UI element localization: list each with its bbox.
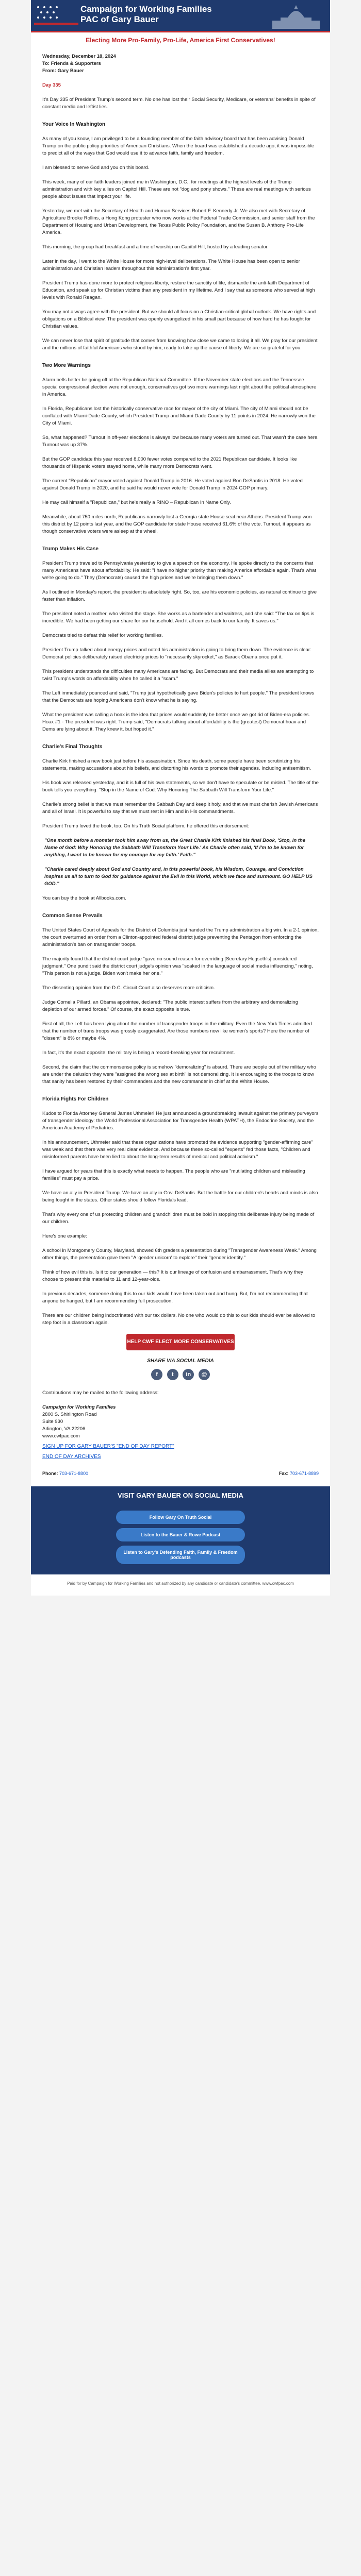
fax-block [279, 1470, 319, 1477]
section-paragraph: I am blessed to serve God and you on this board. [42, 165, 150, 171]
phone-number[interactable]: 703-671-8800 [59, 1471, 89, 1476]
section-paragraph: In Florida, Republicans lost the historically conservative race for mayor of the city of Miami. The city of Miami should not be conflated with Miami-Dade County, which President Trump and Miami-Dade County by 11 points in 2024. He narrowly won the City of Miami. [42, 406, 316, 426]
section-paragraph: Here's one example: [42, 1233, 87, 1239]
section-paragraph: Meanwhile, about 750 miles north, Republicans narrowly lost a Georgia state House seat near Athens. President Trump won this district by 12 points last year, and the GOP candidate for state House received 61.6% of the vote. Turnout, it appears as though conservative voters were asleep at the wheel. [42, 514, 312, 534]
phone-block [42, 1470, 88, 1477]
signup-link[interactable]: SIGN UP FOR GARY BAUER'S "END OF DAY REPORT" [42, 1444, 174, 1449]
report-date: Wednesday, December 18, 2024 [42, 54, 116, 59]
org-name: Campaign for Working Families [42, 1404, 116, 1410]
section-paragraph: Judge Cornelia Pillard, an Obama appointee, declared: "The public interest suffers from the arbitrary and demoralizing depletion of our armed forces." Of course, the exact opposite is true. [42, 999, 298, 1012]
visit-social-heading: VISIT GARY BAUER ON SOCIAL MEDIA [31, 1486, 330, 1504]
section-paragraph: He may call himself a "Republican," but he's really a RINO – Republican In Name Only. [42, 500, 231, 505]
fax-number[interactable]: 703-671-8899 [289, 1471, 319, 1476]
phone-label: Phone: [42, 1471, 58, 1476]
header-title [80, 4, 212, 25]
email-icon[interactable]: @ [199, 1369, 210, 1380]
section-paragraph: The dissenting opinion from the D.C. Circuit Court also deserves more criticism. [42, 985, 215, 991]
section-paragraph: Kudos to Florida Attorney General James Uthmeier! He just announced a groundbreaking lawsuit against the primary purveyors of transgender ideology: the World Professional Association for Transgender Health (WPATH), the Endocrine Society, and the American Academy of Pediatrics. [42, 1111, 319, 1131]
archives-link[interactable]: END OF DAY ARCHIVES [42, 1454, 101, 1460]
section-paragraph: The president noted a mother, who visited the stage. She works as a bartender and waitress, and she said: "The tax on tips is incredible. We had been getting our share for our household. And it all comes back to our family. It saves us." [42, 611, 315, 624]
section-paragraph: Democrats tried to defeat this relief for working families. [42, 633, 163, 638]
trump-quote-continued: "Charlie cared deeply about God and Country and, in this powerful book, his Wisdom, Courage, and Conviction inspires us all to turn to God for guidance against the Evil in this World, which we face and surmount. GO HELP US GOD." [44, 867, 313, 887]
trump-quote: "One month before a monster took him away from us, the Great Charlie Kirk finished his final Book, 'Stop, in the Name of God: Why Honoring the Sabbath Will Transform Your Life.' As Charlie often said, 'If I'm to be known for anything, I want to be known for my courage for my faith.' Faith." [44, 838, 306, 858]
section-paragraph: First of all, the Left has been lying about the number of transgender troops in the military. Even the New York Times admitted that the number of trans troops was grossly exaggerated. Are those numbers now like women's sports? Here the number of "dissent" is 8% or maybe 4%. [42, 1021, 312, 1041]
website-link[interactable]: www.cwfpac.com [42, 1433, 80, 1439]
section-paragraph: President Trump loved the book, too. On his Truth Social platform, he offered this endorsement: [42, 823, 250, 829]
section-paragraph: But the GOP candidate this year received 8,000 fewer votes compared to the 2021 Republican candidate. It looks like thousands of Hispanic voters stayed home, while many more Democrats went. [42, 456, 297, 469]
section-heading: Charlie's Final Thoughts [42, 744, 103, 750]
section-paragraph: President Trump has done more to protect religious liberty, restore the sanctity of life, dismantle the anti-faith Department of Education, and speak up for Christian victims than any president in my lifetime. And I say that as someone who served at high levels with Ronald Reagan. [42, 280, 315, 300]
truth-social-button[interactable]: Follow Gary On Truth Social [116, 1511, 245, 1524]
section-paragraph: Later in the day, I went to the White House for more high-level deliberations. The White House has been open to senior administration and Christian leaders throughout this administration's first year. [42, 259, 300, 272]
section-paragraph: There are our children being indoctrinated with our tax dollars. No one who would do this to our kids should ever be allowed to step foot in a classroom again. [42, 1313, 316, 1326]
section-heading: Two More Warnings [42, 363, 91, 368]
section-paragraph: Second, the claim that the commonsense policy is somehow "demoralizing" is absurd. There are people out of the military who are under the delusion they were "assigned the wrong sex at birth" is not demoralizing. It is encouraging to the troops to know that sanity has been restored by their commanders and the new commander in chief at the White House. [42, 1064, 316, 1084]
header-title-line2: PAC of Gary Bauer [80, 14, 159, 24]
podcast-button[interactable]: Listen to the Bauer & Rowe Podcast [116, 1528, 245, 1541]
linkedin-icon[interactable]: in [183, 1369, 194, 1380]
section-paragraph: In his announcement, Uthmeier said that these organizations have promoted the evidence supporting "gender-affirming care" was weak and that there was very real clear evidence. And because these so-called "experts" fed those facts, "Children and misinformed parents have been lied to about the long-term results of medical and political activism." [42, 1140, 313, 1160]
share-label: SHARE VIA SOCIAL MEDIA [147, 1358, 214, 1364]
share-icons [42, 1369, 319, 1380]
section-paragraph: Alarm bells better be going off at the Republican National Committee. If the November state elections and the Tennessee special congressional election were not enough, conservatives got two more warnings last night about the political atmosphere in America. [42, 377, 317, 397]
section-paragraph: As many of you know, I am privileged to be a founding member of the faith advisory board that has been advising Donald Trump on the public policy priorities of American Christians. When the board was established a decade ago, it was impossible to predict all of the ways that God would use it to advance faith, family and freedom. [42, 136, 315, 156]
help-elect-button[interactable]: HELP CWF ELECT MORE CONSERVATIVES [126, 1334, 235, 1350]
section-paragraph: We can never lose that spirit of gratitude that comes from knowing how close we came to losing it all. We pray for our president and the millions of faithful Americans who stood by him, ready to take up the cause of liberty. We are so grateful for you. [42, 338, 318, 351]
fax-label: Fax: [278, 1471, 289, 1476]
faith-podcast-button[interactable]: Listen to Gary's Defending Faith, Family & Freedom podcasts [116, 1546, 245, 1564]
section-paragraph: What the president was calling a hoax is the idea that prices would suddenly be better once we got rid of Biden-era policies. Hoax #1 - The president was right. Trump said, "Democrats talking about affordability is the (greatest) Democrat hoax and Dems are lying about it. They knew it, but hoped it." [42, 712, 310, 732]
section-paragraph: This week, many of our faith leaders joined me in Washington, D.C., for meetings at the highest levels of the Trump administration and with key allies on Capitol Hill. These are not "dog and pony shows." These are real meetings with serious people about issues that impact your life. [42, 179, 311, 199]
mailing-address [42, 1404, 319, 1440]
section-paragraph: You may not always agree with the president. But we should all focus on a Christian-critical global outlook. We have rights and obligations on a Biblical view. The president was openly evangelized in his small part because of how hard he has fought for Christian values. [42, 309, 316, 329]
section-heading: Florida Fights For Children [42, 1096, 109, 1102]
address-line: Arlington, VA 22206 [42, 1426, 86, 1432]
section-paragraph: Think of how evil this is. Is it to our generation — this? It is our lineage of confusion and embarrassment. That's why they choose to present this material to 11 and 12-year-olds. [42, 1269, 303, 1282]
section-paragraph: I have argued for years that this is exactly what needs to happen. The people who are "mutilating children and misleading families" must pay a price. [42, 1168, 305, 1181]
address-line: 2800 S. Shirlington Road [42, 1412, 97, 1417]
report-to: To: Friends & Supporters [42, 61, 101, 66]
section-paragraph: President Trump talked about energy prices and noted his administration is going to bring them down. The evidence is clear: Democrat policies deliberately raised electricity prices to "necessarily skyrocket," as Barack Obama once put it. [42, 647, 311, 660]
section-heading: Common Sense Prevails [42, 913, 103, 919]
section-paragraph: We have an ally in President Trump. We have an ally in Gov. DeSantis. But the battle for our children's hearts and minds is also being fought in the states. Other states should follow Florida's lead. [42, 1190, 318, 1203]
report-meta [42, 53, 319, 75]
section-paragraph: So, what happened? Turnout in off-year elections is always low because many voters are turned out. That wasn't the case here. Turnout was up 37%. [42, 435, 319, 448]
section-paragraph: The majority found that the district court judge "gave no sound reason for overriding [Secretary Hegseth's] considered judgment." One pundit said the district court judge's opinion was "soaked in the language of social media influencing," noting, "This person is not a judge. Biden won't make her one." [42, 956, 313, 976]
section-paragraph: The United States Court of Appeals for the District of Columbia just handed the Trump administration a big win. In a 2-1 opinion, the court overturned an order from a Clinton-appointed federal district judge preventing the Pentagon from enforcing the administration's ban on transgender troops. [42, 927, 319, 947]
book-link-paragraph[interactable]: You can buy the book at Allbooks.com. [42, 895, 126, 901]
contribution-note: Contributions may be mailed to the following address: [42, 1390, 159, 1396]
section-heading: Trump Makes His Case [42, 546, 99, 552]
section-paragraph: This president understands the difficulties many Americans are facing. But Democrats and their media allies are attempting to twist Trump's words on affordability when he called it a "scam." [42, 669, 314, 682]
address-line: Suite 930 [42, 1419, 63, 1425]
day-count: Day 335 [42, 82, 61, 88]
section-heading: Your Voice In Washington [42, 122, 106, 127]
header-title-line1: Campaign for Working Families [80, 4, 212, 14]
social-buttons [31, 1504, 330, 1574]
section-paragraph: His book was released yesterday, and it is full of his own statements, so we don't have to speculate or be misled. The title of the book tells you everything: "Stop in the Name of God: Why Honoring The Sabbath Will Transform Your Life." [42, 780, 319, 793]
section-paragraph: Charlie's strong belief is that we must remember the Sabbath Day and keep it holy, and that we must cherish Jewish Americans and all of Israel. It is powerful to say that we must rest in Him and in His commandments. [42, 802, 318, 815]
section-paragraph: Yesterday, we met with the Secretary of Health and Human Services Robert F. Kennedy Jr. We also met with Secretary of Agriculture Brooke Rollins, a Hong Kong protester who now works at the Federal Trade Commission, and senior staff from the Department of Housing and Urban Development, the Texas Public Policy Foundation, and the Susan B. Anthony Pro-Life America. [42, 208, 315, 235]
section-paragraph: The current "Republican" mayor voted against Donald Trump in 2016. He voted against Ron DeSantis in 2018. He voted against Donald Trump in 2020, and he said he would never vote for Donald Trump in 2024 GOP primary. [42, 478, 303, 491]
section-paragraph: In fact, it's the exact opposite: the military is being a record-breaking year for recruitment. [42, 1050, 235, 1056]
report-from: From: Gary Bauer [42, 68, 84, 74]
section-paragraph: A school in Montgomery County, Maryland, showed 6th graders a presentation during "Transgender Awareness Week." Among other things, the presentation gave them "A 'gender unicorn' to explore" their "gender identity." [42, 1248, 317, 1261]
section-paragraph: President Trump traveled to Pennsylvania yesterday to give a speech on the economy. He spoke directly to the concerns that many Americans have about affordability. He said: "I have no higher priority than making America affordable again. That's what we're going to do." They (Democrats) caused the high prices and we're bringing them down." [42, 561, 316, 581]
header-tagline: Electing More Pro-Family, Pro-Life, America First Conservatives! [86, 37, 275, 44]
twitter-icon[interactable]: t [167, 1369, 178, 1380]
section-paragraph: As I outlined in Monday's report, the president is absolutely right. So, too, are his economic policies, as natural continue to give faster than inflation. [42, 589, 317, 602]
section-paragraph: This morning, the group had breakfast and a time of worship on Capitol Hill, hosted by a leading senator. [42, 244, 269, 250]
intro-paragraph: It's Day 335 of President Trump's second term. No one has lost their Social Security, Medicare, or veterans' benefits in spite of constant media and leftist lies. [42, 97, 316, 110]
section-paragraph: The Left immediately pounced and said, "Trump just hypothetically gave Biden's policies to hurt people." The president knows that the Democrats are hoping Americans don't know what he is saying. [42, 690, 315, 703]
section-paragraph: That's why every one of us protecting children and grandchildren must be bold in stopping this deliberate injury being made of our children. [42, 1212, 315, 1225]
header-banner [31, 0, 330, 32]
report-body [31, 48, 330, 1477]
paid-for-disclaimer: Paid for by Campaign for Working Families and not authorized by any candidate or candidate's committee. www.cwfpac.com [67, 1581, 294, 1586]
section-paragraph: In previous decades, someone doing this to our kids would have been taken out and hung. But, I'm not recommending that anyone be hanged, but I am recommending full prosecution. [42, 1291, 308, 1304]
section-paragraph: Charlie Kirk finished a new book just before his assassination. Since his death, some people have been scrutinizing his statements, making accusations about his beliefs, and distorting his words to promote their agendas. Including antisemitism. [42, 758, 311, 771]
facebook-icon[interactable]: f [151, 1369, 162, 1380]
capitol-dome-graphic [265, 2, 327, 30]
contact-numbers [42, 1470, 319, 1477]
email-container [31, 0, 330, 1596]
flag-stars-graphic [34, 3, 78, 28]
